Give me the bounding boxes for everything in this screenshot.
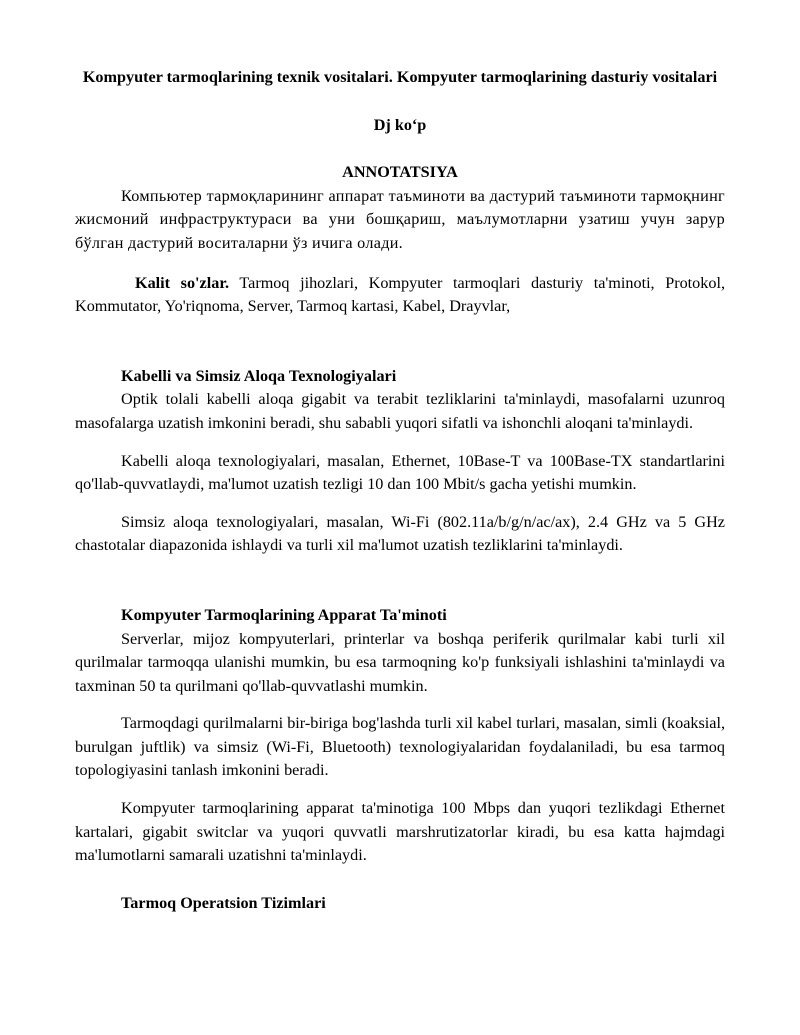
author-name: Dj ko‘p — [373, 115, 427, 134]
annotation-paragraph: Компьютер тармоқларининг аппарат таъминоти ва дастурий таъминоти тармоқнинг жисмоний инфраструктураси ва уни бошқариш, маълумотларни узатиш учун зарур бўлган дастурий воситаларни ўз ичига олади. — [75, 186, 725, 252]
section-paragraph: Tarmoqdagi qurilmalarni bir-biriga bog'lashda turli xil kabel turlari, masalan, simli (koaksial, burulgan juftlik) va simsiz (Wi-Fi, Bluetooth) texnologiyalaridan foydalaniladi, bu esa tarmoq topologiyasini tanlash imkonini beradi. — [75, 714, 725, 780]
section-heading-hardware: Kompyuter Tarmoqlarining Apparat Ta'minoti — [121, 605, 447, 624]
section-paragraph: Serverlar, mijoz kompyuterlari, printerlar va boshqa periferik qurilmalar kabi turli xil qurilmalar tarmoqqa ulanishi mumkin, bu esa tarmoqning ko'p funksiyali ishlashini ta'minlaydi va taxminan 50 ta qurilmani qo'llab-quvvatlashi mumkin. — [75, 629, 725, 695]
section-paragraph: Optik tolali kabelli aloqa gigabit va terabit tezliklarini ta'minlaydi, masofalarni uzunroq masofalarga uzatish imkonini beradi, shu sababli yuqori sifatli va ishonchli aloqani ta'minlaydi. — [75, 390, 725, 432]
document-title: Kompyuter tarmoqlarining texnik vositalari. Kompyuter tarmoqlarining dasturiy vositalari — [82, 68, 718, 86]
document-page — [75, 0, 725, 915]
section-heading-cable-wireless: Kabelli va Simsiz Aloqa Texnologiyalari — [121, 366, 397, 385]
section-heading-network-os: Tarmoq Operatsion Tizimlari — [121, 893, 326, 912]
keywords-label: Kalit so'zlar. — [135, 273, 230, 292]
keywords-paragraph — [75, 272, 725, 319]
section-paragraph: Kabelli aloqa texnologiyalari, masalan, Ethernet, 10Base-T va 100Base-TX standartlarini qo'llab-quvvatlaydi, ma'lumot uzatish tezligi 10 dan 100 Mbit/s gacha yetishi mumkin. — [75, 451, 725, 494]
annotation-heading: ANNOTATSIYA — [342, 163, 458, 182]
section-paragraph: Kompyuter tarmoqlarining apparat ta'minotiga 100 Mbps dan yuqori tezlikdagi Ethernet kartalari, gigabit switclar va yuqori quvvatli marshrutizatorlar kiradi, bu esa katta hajmdagi ma'lumotlarni samarali uzatishni ta'minlaydi. — [75, 799, 725, 865]
keywords-list: Tarmoq jihozlari, Kompyuter tarmoqlari dasturiy ta'minoti, Protokol, Kommutator, Yo'riqnoma, Server, Tarmoq kartasi, Kabel, Drayvlar, — [75, 273, 726, 316]
section-paragraph: Simsiz aloqa texnologiyalari, masalan, Wi-Fi (802.11a/b/g/n/ac/ax), 2.4 GHz va 5 GHz chastotalar diapazonida ishlaydi va turli xil ma'lumot uzatish tezliklarini ta'minlaydi. — [75, 512, 725, 555]
